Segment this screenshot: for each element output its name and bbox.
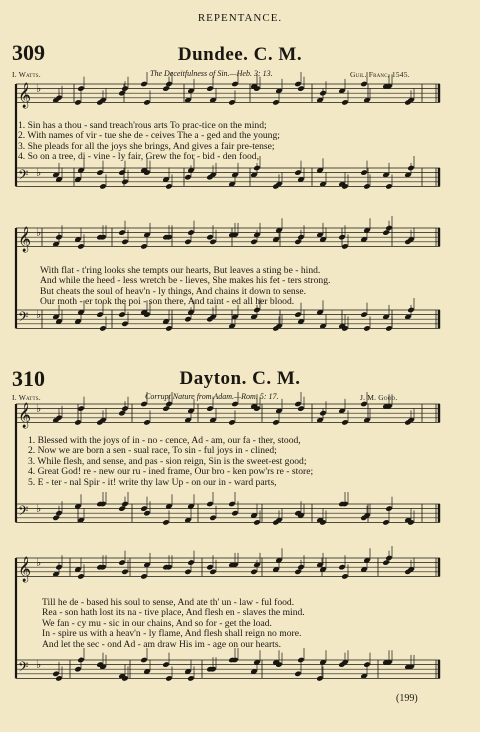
verse-line: And while the heed - less wretch be - lieves, She makes his fet - ters strong.	[40, 275, 331, 287]
verse-lines	[40, 266, 330, 308]
svg-text:♭: ♭	[36, 556, 42, 569]
hymn-composer: Guil. Franc, 1545.	[350, 70, 410, 79]
hymn-title: Dayton. C. M.	[179, 368, 301, 389]
verse-line: 4. Great God! re - new our ru - ined frame, Our bro - ken pow'rs re - store;	[28, 466, 314, 478]
hymn-scripture: Corrupt Nature from Adam.—Rom. 5: 17.	[145, 392, 279, 401]
svg-text:𝄞: 𝄞	[18, 557, 32, 582]
verse-lines	[28, 436, 313, 488]
hymn-composer: J. M. Good.	[360, 393, 398, 402]
hymn-author: I. Watts.	[12, 70, 41, 79]
svg-text:𝄞: 𝄞	[18, 403, 32, 428]
hymn-scripture: The Deceitfulness of Sin.—Heb. 3: 13.	[150, 69, 273, 78]
verse-line: Till he de - based his soul to sense, And ate th' un - law - ful food.	[42, 597, 295, 608]
svg-text:♭: ♭	[36, 402, 42, 415]
svg-text:♭: ♭	[36, 502, 42, 515]
svg-text:𝄢: 𝄢	[18, 659, 29, 678]
svg-text:♭: ♭	[36, 658, 42, 671]
svg-text:♭: ♭	[36, 308, 42, 321]
svg-text:𝄞: 𝄞	[18, 227, 32, 252]
verse-line: But cheats the soul of heav'n - ly things, And chains it down to sense.	[40, 285, 307, 297]
verse-line: With flat - t'ring looks she tempts our hearts, But leaves a sting be - hind.	[40, 265, 321, 276]
verse-line: Our moth - er took the poi - son there, And taint - ed all her blood.	[40, 296, 295, 308]
verse-line: 3. She pleads for all the joys she brings, And gives a fair pre-tense;	[18, 140, 275, 152]
verse-line: In - spire us with a heav'n - ly flame, And flesh shall reign no more.	[42, 628, 302, 640]
hymn-author: I. Watts.	[12, 393, 41, 402]
svg-text:𝄢: 𝄢	[18, 503, 29, 522]
verse-line: 3. While flesh, and sense, and pas - sion reign, Sin is the sweet-est good;	[28, 455, 307, 467]
svg-text:𝄢: 𝄢	[18, 167, 29, 186]
hymn-title: Dundee. C. M.	[177, 44, 303, 65]
page-number: (199)	[396, 693, 418, 704]
svg-text:♭: ♭	[36, 82, 42, 95]
verse-line: 4. So on a tree, di - vine - ly fair, Grew the for - bid - den food,	[18, 151, 259, 163]
verse-line: And let the sec - ond Ad - am draw His im - age on our hearts.	[42, 638, 281, 650]
verse-lines	[18, 121, 280, 163]
verse-line: 1. Sin has a thou - sand treach'rous arts To prac-tice on the mind;	[18, 120, 267, 131]
verse-line: 2. Now we are born a sen - sual race, To sin - ful joys in - clined;	[28, 445, 277, 457]
verse-line: Rea - son hath lost its na - tive place, And flesh en - slaves the mind.	[42, 607, 305, 619]
verse-line: 2. With names of vir - tue she de - ceives The a - ged and the young;	[18, 130, 280, 142]
verse-line: 1. Blessed with the joys of in - no - cence, Ad - am, our fa - ther, stood,	[28, 435, 301, 446]
verse-lines	[42, 598, 305, 650]
svg-text:♭: ♭	[36, 226, 42, 239]
running-head: REPENTANCE.	[197, 12, 283, 24]
hymn-number: 310	[12, 366, 45, 391]
svg-text:𝄢: 𝄢	[18, 309, 29, 328]
verse-line: 5. E - ter - nal Spir - it! write thy law Up - on our in - ward parts,	[28, 476, 277, 488]
svg-text:𝄞: 𝄞	[18, 83, 32, 108]
svg-text:♭: ♭	[36, 166, 42, 179]
hymn-number: 309	[12, 40, 45, 65]
verse-line: We fan - cy mu - sic in our chains, And so for - get the load.	[42, 617, 272, 629]
